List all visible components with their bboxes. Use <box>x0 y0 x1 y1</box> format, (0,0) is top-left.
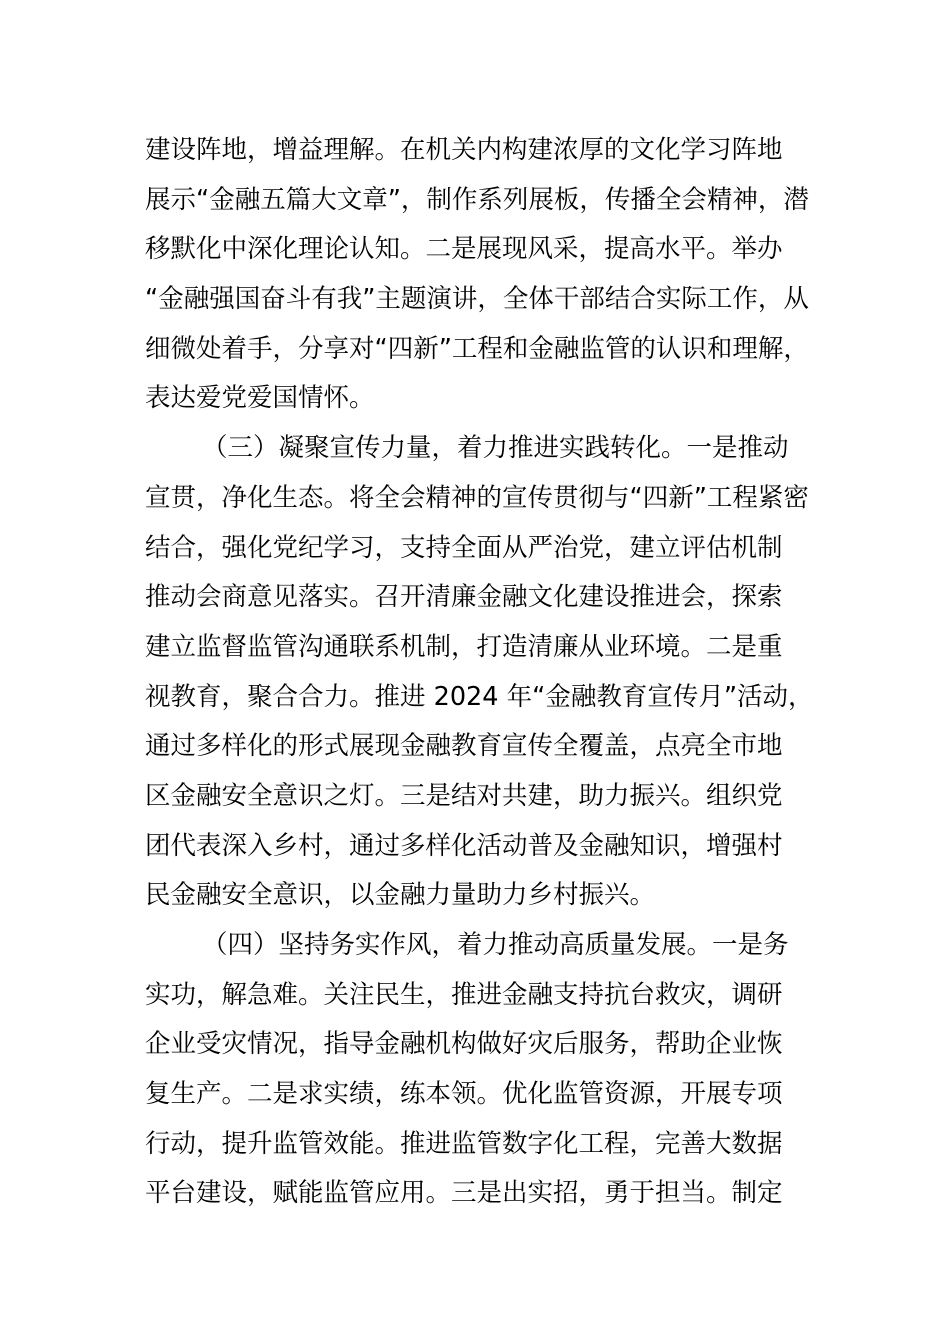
text-line: 企业受灾情况，指导金融机构做好灾后服务，帮助企业恢 <box>145 1029 783 1060</box>
text-line: 区金融安全意识之灯。三是结对共建，助力振兴。组织党 <box>145 780 783 811</box>
body-text <box>145 126 815 1219</box>
text-line: 平台建设，赋能监管应用。三是出实招，勇于担当。制定 <box>145 1178 783 1209</box>
text-line: 细微处着手，分享对“四新”工程和金融监管的认识和理解， <box>145 333 809 364</box>
text-line: 复生产。二是求实绩，练本领。优化监管资源，开展专项 <box>145 1079 783 1110</box>
text-line: 建立监督监管沟通联系机制，打造清廉从业环境。二是重 <box>145 631 783 662</box>
text-line: 通过多样化的形式展现金融教育宣传全覆盖，点亮全市地 <box>145 731 783 762</box>
text-line: 展示“金融五篇大文章”，制作系列展板，传播全会精神，潜 <box>145 184 809 215</box>
text-line: 建设阵地，增益理解。在机关内构建浓厚的文化学习阵地 <box>145 135 783 165</box>
section-heading-line: （三）凝聚宣传力量，着力推进实践转化。一是推动 <box>202 433 789 464</box>
text-line: “金融强国奋斗有我”主题演讲，全体干部结合实际工作，从 <box>145 284 809 315</box>
text-line: 表达爱党爱国情怀。 <box>145 383 375 414</box>
text-line: 推动会商意见落实。召开清廉金融文化建设推进会，探索 <box>145 582 783 613</box>
text-line: 宣贯，净化生态。将全会精神的宣传贯彻与“四新”工程紧密 <box>145 482 809 513</box>
text-line: 视教育，聚合合力。推进 2024 年“金融教育宣传月”活动， <box>145 681 814 712</box>
text-line: 移默化中深化理论认知。二是展现风采，提高水平。举办 <box>145 234 783 265</box>
text-line: 民金融安全意识，以金融力量助力乡村振兴。 <box>145 880 656 911</box>
text-line: 实功，解急难。关注民生，推进金融支持抗台救灾，调研 <box>145 979 783 1010</box>
text-line: 结合，强化党纪学习，支持全面从严治党，建立评估机制 <box>145 532 783 563</box>
section-heading-line: （四）坚持务实作风，着力推动高质量发展。一是务 <box>202 930 789 960</box>
text-line: 行动，提升监管效能。推进监管数字化工程，完善大数据 <box>145 1128 783 1159</box>
text-line: 团代表深入乡村，通过多样化活动普及金融知识，增强村 <box>145 830 783 861</box>
